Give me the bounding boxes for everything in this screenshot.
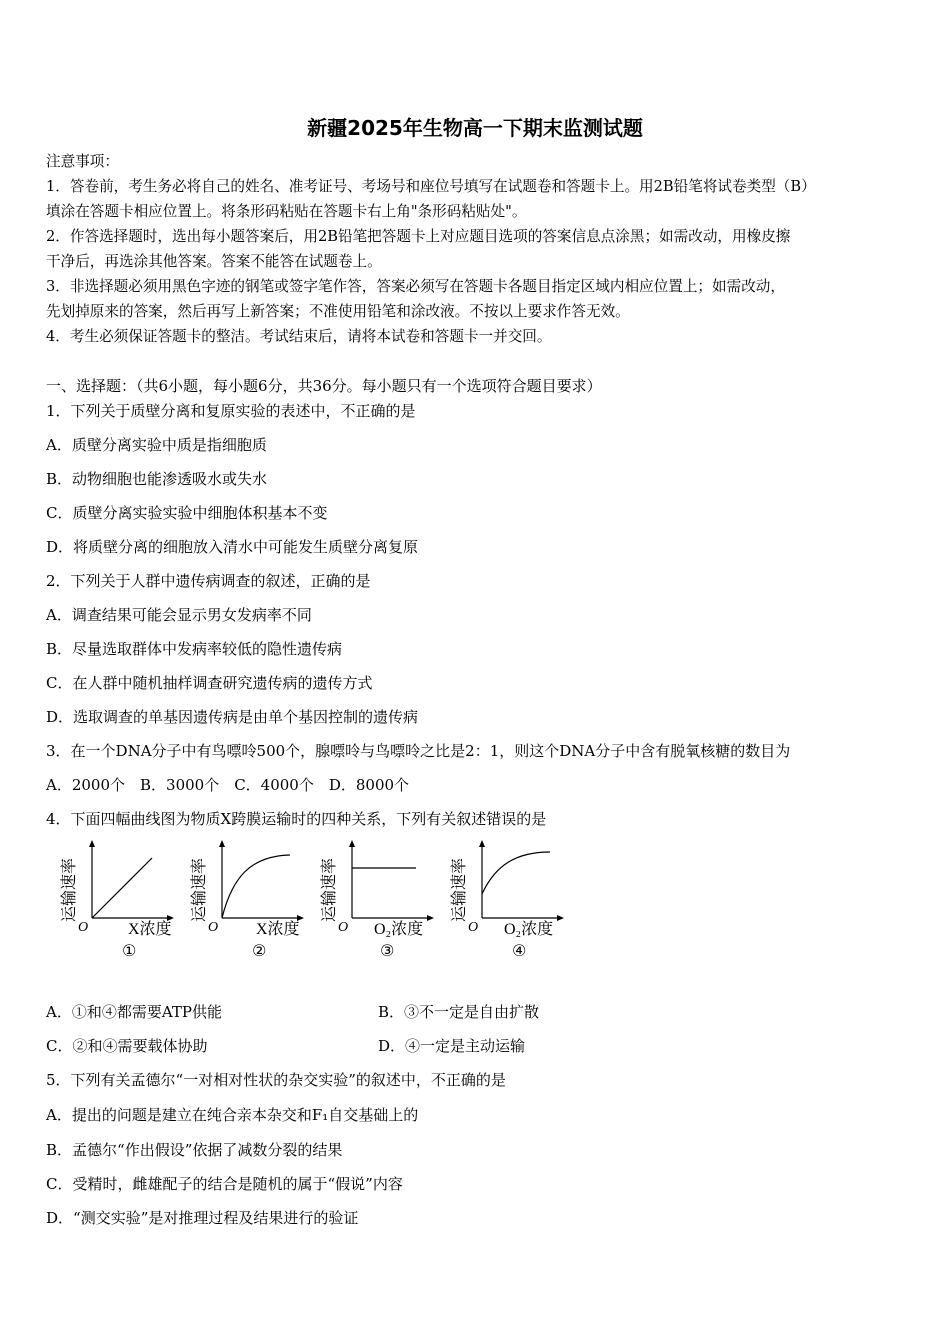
curve-saturating <box>222 855 290 918</box>
q4-chart-1 <box>60 838 185 968</box>
origin-label: O <box>338 920 349 935</box>
x-axis-label: O₂浓度 <box>374 921 424 938</box>
q4-chart-4 <box>450 838 575 968</box>
q2-option-d: D．选取调查的单基因遗传病是由单个基因控制的遗传病 <box>46 708 419 726</box>
q2-stem: 2．下列关于人群中遗传病调查的叙述，正确的是 <box>46 572 371 590</box>
q4-option-a: A．①和④都需要ATP供能 <box>46 1003 222 1021</box>
q5-option-a: A．提出的问题是建立在纯合亲本杂交和F₁自交基础上的 <box>46 1106 419 1124</box>
q5-option-c: C．受精时，雌雄配子的结合是随机的属于“假说”内容 <box>46 1175 403 1193</box>
q3-stem: 3．在一个DNA分子中有鸟嘌呤500个，腺嘌呤与鸟嘌呤之比是2：1，则这个DNA分子中含有脱氧核糖的数目为 <box>46 742 791 760</box>
q2-option-a: A．调查结果可能会显示男女发病率不同 <box>46 606 312 624</box>
origin-label: O <box>468 920 479 935</box>
notice-line: 填涂在答题卡相应位置上。将条形码粘贴在答题卡右上角"条形码粘贴处"。 <box>46 203 527 220</box>
y-axis-label: 运输速率 <box>451 857 468 923</box>
chart-number: ④ <box>512 941 527 960</box>
chart-number: ③ <box>380 941 395 960</box>
notice-line: 4．考生必须保证答题卡的整洁。考试结束后，请将本试卷和答题卡一并交回。 <box>46 328 552 345</box>
q1-stem: 1．下列关于质壁分离和复原实验的表述中，不正确的是 <box>46 402 416 420</box>
x-axis-label: X浓度 <box>128 921 172 938</box>
q2-option-c: C．在人群中随机抽样调查研究遗传病的遗传方式 <box>46 674 373 692</box>
q4-option-b: B．③不一定是自由扩散 <box>378 1003 540 1021</box>
y-axis-label: 运输速率 <box>191 857 208 923</box>
q4-chart-3 <box>320 838 445 968</box>
q2-option-b: B．尽量选取群体中发病率较低的隐性遗传病 <box>46 640 343 658</box>
q4-stem: 4．下面四幅曲线图为物质X跨膜运输时的四种关系，下列有关叙述错误的是 <box>46 810 547 828</box>
notice-line: 先划掉原来的答案，然后再写上新答案；不准使用铅笔和涂改液。不按以上要求作答无效。 <box>46 303 630 320</box>
chart-number: ① <box>122 941 137 960</box>
curve-saturating-offset <box>482 852 550 894</box>
notice-line: 2．作答选择题时，选出每小题答案后，用2B铅笔把答题卡上对应题目选项的答案信息点涂黑；如需改动，用橡皮擦 <box>46 228 791 245</box>
section-heading: 一、选择题：（共6小题，每小题6分，共36分。每小题只有一个选项符合题目要求） <box>46 377 602 395</box>
q5-option-d: D．“测交实验”是对推理过程及结果进行的验证 <box>46 1209 359 1227</box>
x-axis-label: X浓度 <box>256 921 300 938</box>
q4-option-c: C．②和④需要载体协助 <box>46 1037 208 1055</box>
q4-chart-2 <box>190 838 315 968</box>
page-title: 新疆2025年生物高一下期末监测试题 <box>307 116 643 140</box>
notice-line: 1．答卷前，考生务必将自己的姓名、准考证号、考场号和座位号填写在试题卷和答题卡上。用2B铅笔将试卷类型（B） <box>46 178 816 195</box>
q3-options: A．2000个 B．3000个 C．4000个 D．8000个 <box>46 776 410 794</box>
origin-label: O <box>208 920 219 935</box>
q5-option-b: B．孟德尔“作出假设”依据了减数分裂的结果 <box>46 1141 343 1159</box>
q4-figure <box>60 838 580 968</box>
q1-option-d: D．将质壁分离的细胞放入清水中可能发生质壁分离复原 <box>46 538 419 556</box>
origin-label: O <box>78 920 89 935</box>
notice-line: 3．非选择题必须用黑色字迹的钢笔或签字笔作答，答案必须写在答题卡各题目指定区域内相应位置上；如需改动， <box>46 278 785 295</box>
q5-stem: 5．下列有关孟德尔“一对相对性状的杂交实验”的叙述中，不正确的是 <box>46 1071 506 1089</box>
x-axis-label: O₂浓度 <box>504 921 554 938</box>
chart-number: ② <box>252 941 267 960</box>
notice-line: 干净后，再选涂其他答案。答案不能答在试题卷上。 <box>46 253 382 270</box>
q4-option-d: D．④一定是主动运输 <box>378 1037 526 1055</box>
notice-heading: 注意事项： <box>46 153 119 170</box>
q1-option-c: C．质壁分离实验实验中细胞体积基本不变 <box>46 504 328 522</box>
y-axis-label: 运输速率 <box>61 857 78 923</box>
y-axis-label: 运输速率 <box>321 857 338 923</box>
curve-linear <box>92 858 152 918</box>
q1-option-b: B．动物细胞也能渗透吸水或失水 <box>46 470 268 488</box>
q1-option-a: A．质壁分离实验中质是指细胞质 <box>46 436 267 454</box>
